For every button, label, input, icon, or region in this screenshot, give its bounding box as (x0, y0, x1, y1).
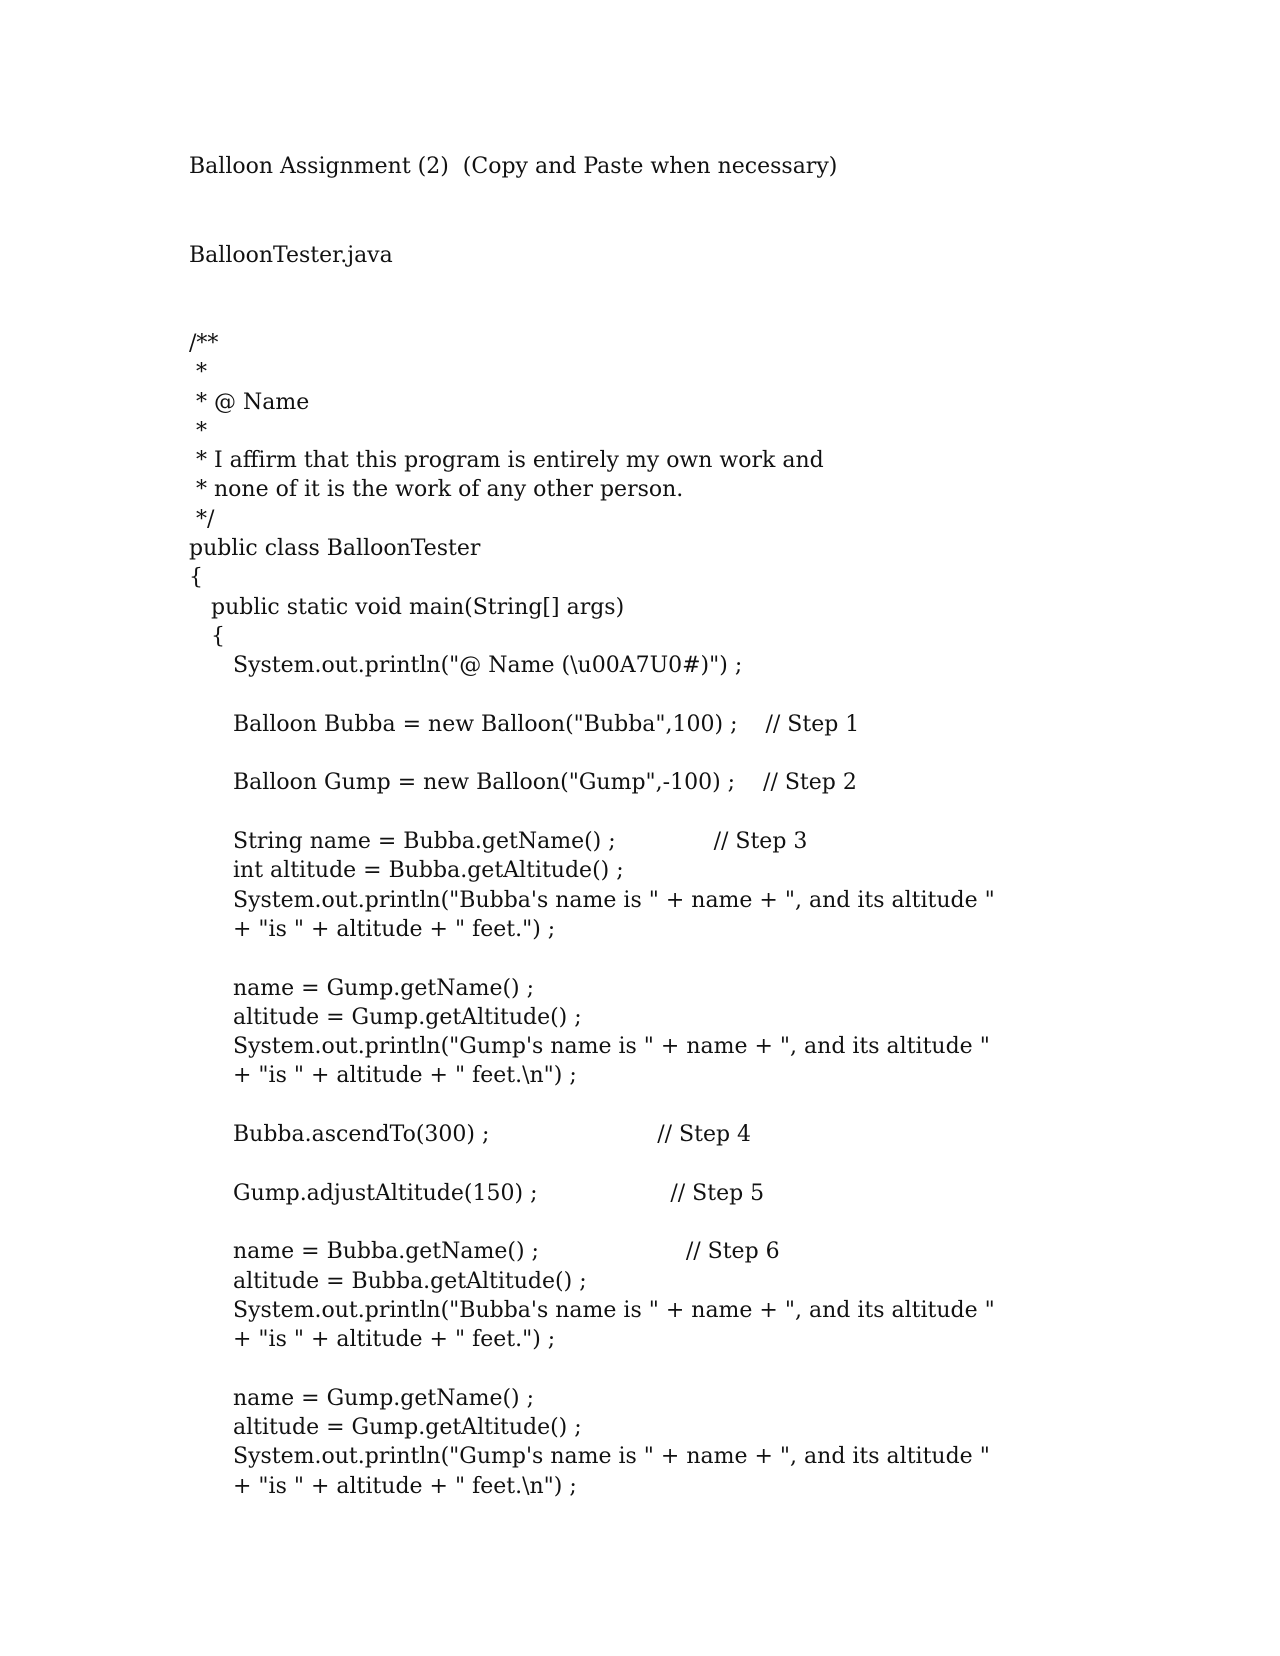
document-page (189, 0, 1189, 1656)
code-line: System.out.println("Bubba's name is " + name + ", and its altitude " (233, 1297, 995, 1323)
code-line: * (189, 360, 207, 386)
code-line: name = Bubba.getName() ; // Step 6 (233, 1239, 780, 1265)
code-line: System.out.println("Gump's name is " + name + ", and its altitude " (233, 1034, 990, 1060)
code-line: + "is " + altitude + " feet.") ; (233, 1327, 556, 1353)
code-line: altitude = Gump.getAltitude() ; (233, 1004, 582, 1030)
code-line (189, 944, 995, 973)
code-line: Balloon Bubba = new Balloon("Bubba",100) ; // Step 1 (233, 711, 860, 737)
code-line: * I affirm that this program is entirely my own work and (189, 448, 824, 474)
code-line: int altitude = Bubba.getAltitude() ; (233, 858, 624, 884)
code-line: String name = Bubba.getName() ; // Step 3 (233, 829, 808, 855)
code-line (189, 798, 995, 827)
document-title: Balloon Assignment (2) (Copy and Paste when necessary) (189, 154, 838, 179)
code-line: + "is " + altitude + " feet.\n") ; (233, 1063, 577, 1089)
code-line (189, 1354, 995, 1383)
code-line (189, 1208, 995, 1237)
code-line (189, 1091, 995, 1120)
code-line (189, 681, 995, 710)
code-line: public static void main(String[] args) (211, 594, 625, 620)
code-line: altitude = Gump.getAltitude() ; (233, 1414, 582, 1440)
code-line (189, 1149, 995, 1178)
code-line (189, 739, 995, 768)
code-line: /** (189, 331, 219, 356)
code-line: + "is " + altitude + " feet.") ; (233, 916, 556, 942)
code-line: */ (189, 506, 215, 532)
code-line: altitude = Bubba.getAltitude() ; (233, 1268, 587, 1294)
file-name: BalloonTester.java (189, 243, 393, 268)
code-line: name = Gump.getName() ; (233, 1385, 535, 1411)
code-line: System.out.println("@ Name (\u00A7U0#)") ; (233, 653, 743, 679)
code-line: Gump.adjustAltitude(150) ; // Step 5 (233, 1180, 765, 1206)
code-line: * none of it is the work of any other person. (189, 477, 684, 503)
code-line: + "is " + altitude + " feet.\n") ; (233, 1473, 577, 1499)
code-line: Bubba.ascendTo(300) ; // Step 4 (233, 1122, 752, 1148)
code-line: * @ Name (189, 389, 310, 415)
code-line: System.out.println("Bubba's name is " + name + ", and its altitude " (233, 887, 995, 913)
code-line: * (189, 418, 207, 444)
code-line: name = Gump.getName() ; (233, 975, 535, 1001)
code-line: System.out.println("Gump's name is " + name + ", and its altitude " (233, 1444, 990, 1470)
code-block (189, 329, 995, 1501)
code-line: { (189, 565, 203, 591)
code-line: { (211, 623, 225, 649)
code-line: Balloon Gump = new Balloon("Gump",-100) ; // Step 2 (233, 770, 857, 796)
code-line: public class BalloonTester (189, 536, 481, 562)
